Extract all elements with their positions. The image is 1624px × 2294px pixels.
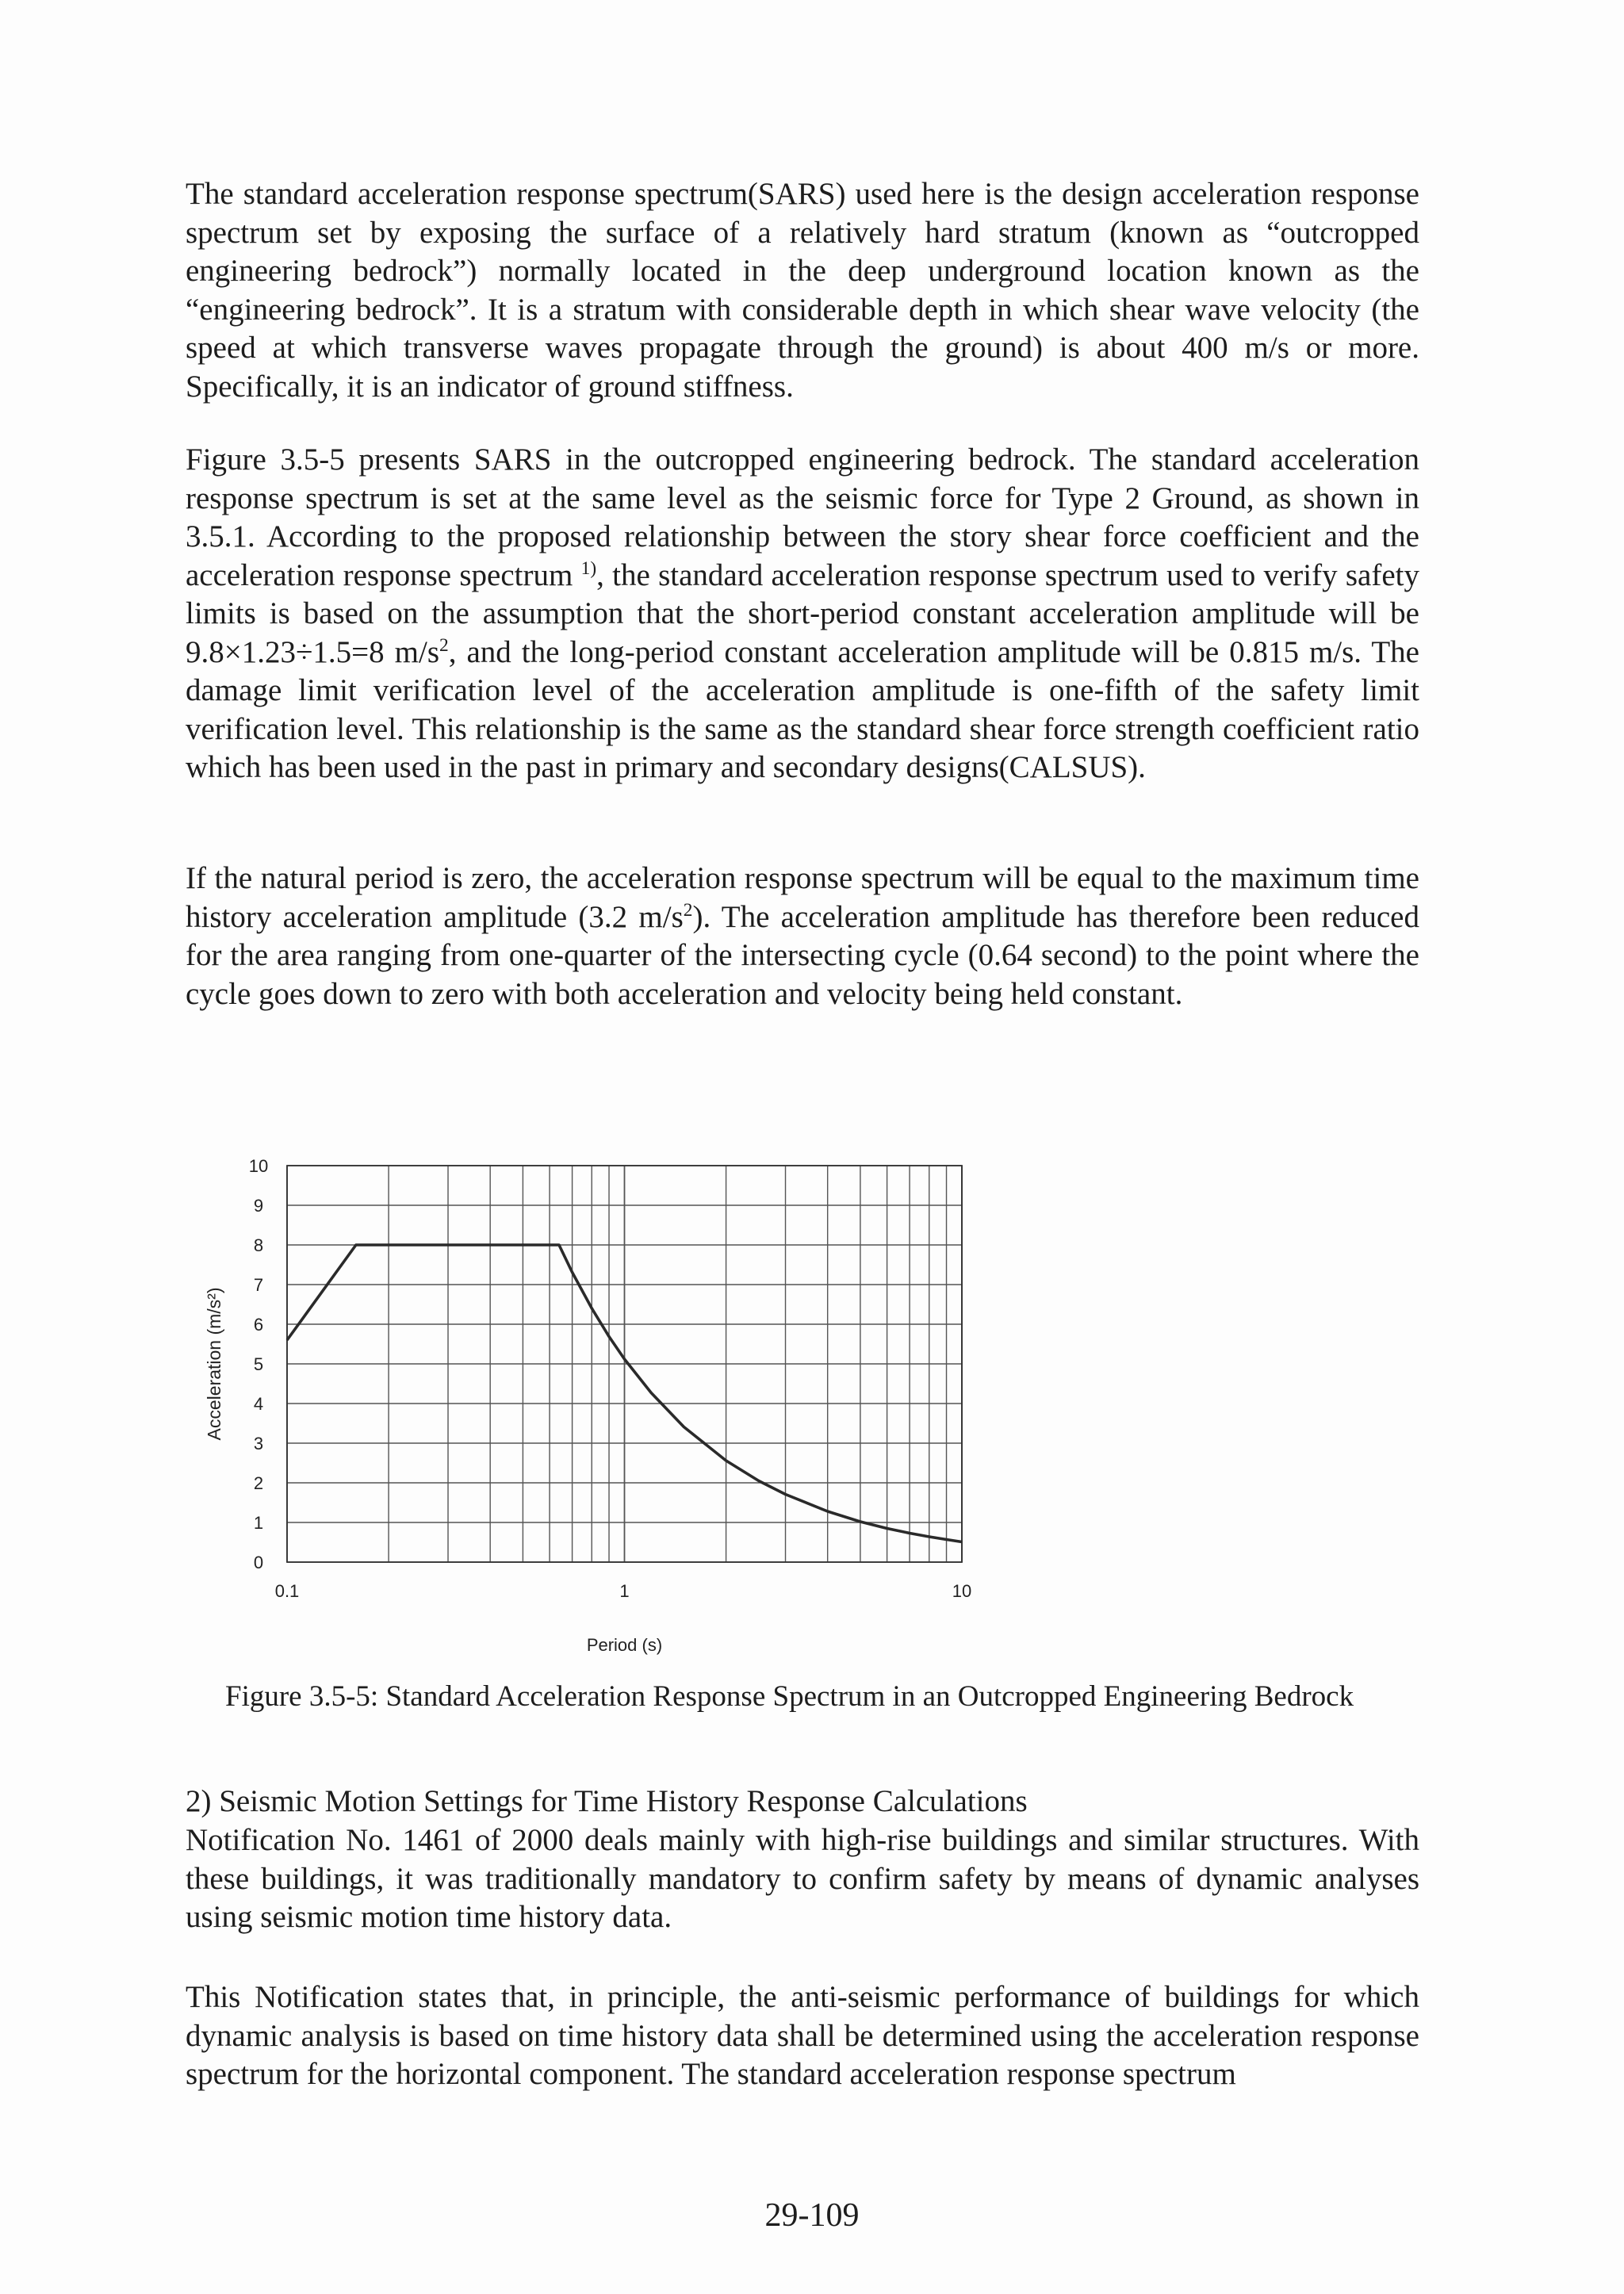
figure-caption: Figure 3.5-5: Standard Acceleration Response Spectrum in an Outcropped Engineering Bedrock bbox=[225, 1680, 1354, 1713]
paragraph-notification-1461: Notification No. 1461 of 2000 deals mainly with high-rise buildings and similar structures. With these buildings, it was traditionally mandatory to confirm safety by means of dynamic analyses using seismic motion time history data. bbox=[186, 1823, 1419, 1934]
section-heading: 2) Seismic Motion Settings for Time History Response Calculations bbox=[186, 1784, 1028, 1818]
p3-text-b: ). The acceleration amplitude has therefore been reduced for the area ranging from one-quarter of the intersecting cycle (0.64 second) to the point where the cycle goes down to zero with both acceleration and velocity being held constant. bbox=[186, 899, 1419, 1011]
paragraph-notification-principle: This Notification states that, in principle, the anti-seismic performance of buildings for which dynamic analysis is based on time history data shall be determined using the acceleration response spectrum for the horizontal component. The standard acceleration response spectrum bbox=[186, 1980, 1419, 2091]
x-tick-label: 10 bbox=[952, 1581, 972, 1601]
y-tick-label: 3 bbox=[253, 1434, 264, 1453]
y-tick-label: 8 bbox=[253, 1235, 264, 1255]
x-tick-label: 0.1 bbox=[274, 1581, 300, 1601]
y-tick-label: 9 bbox=[253, 1196, 264, 1216]
page-number: 29-109 bbox=[764, 2197, 860, 2234]
paragraph-figure-description bbox=[186, 441, 1419, 787]
y-tick-label: 2 bbox=[253, 1473, 264, 1493]
p2-text-b: , the standard acceleration response spectrum used to verify safety limits is based on the assumption that the short-period constant acceleration amplitude will be 9.8×1.23÷1.5=8 m/s bbox=[186, 557, 1419, 669]
response-spectrum-chart bbox=[198, 1142, 991, 1657]
y-tick-label: 5 bbox=[253, 1354, 264, 1374]
y-tick-label: 0 bbox=[253, 1553, 264, 1572]
footnote-reference: 1) bbox=[580, 557, 597, 579]
response-spectrum-figure bbox=[198, 1142, 991, 1657]
superscript-2: 2 bbox=[683, 899, 693, 921]
paragraph-natural-period bbox=[186, 860, 1419, 1013]
x-axis-label: Period (s) bbox=[586, 1635, 663, 1655]
x-tick-label: 1 bbox=[619, 1581, 630, 1601]
y-tick-label: 6 bbox=[253, 1315, 264, 1335]
y-tick-label: 4 bbox=[253, 1394, 264, 1414]
y-axis-label: Acceleration (m/s²) bbox=[204, 1287, 224, 1441]
y-tick-label: 7 bbox=[253, 1275, 264, 1295]
p2-text-a: Figure 3.5-5 presents SARS in the outcropped engineering bedrock. The standard acceleration response spectrum is set at the same level as the seismic force for Type 2 Ground, as shown in 3.5.1. According to the proposed relationship between the story shear force coefficient and the acceleration response spectrum bbox=[186, 442, 1419, 592]
p2-text-c: , and the long-period constant acceleration amplitude will be 0.815 m/s. The damage limit verification level of the acceleration amplitude is one-fifth of the safety limit verification level. This relationship is the same as the standard shear force strength coefficient ratio which has been used in the past in primary and secondary designs(CALSUS). bbox=[186, 634, 1419, 784]
y-tick-label: 10 bbox=[248, 1156, 269, 1176]
superscript-2: 2 bbox=[439, 634, 449, 656]
p3-text-a: If the natural period is zero, the acceleration response spectrum will be equal to the maximum time history acceleration amplitude (3.2 m/s bbox=[186, 861, 1419, 934]
paragraph-sars-definition: The standard acceleration response spectrum(SARS) used here is the design acceleration response spectrum set by exposing the surface of a relatively hard stratum (known as “outcropped engineering bedrock”) normally located in the deep underground location known as the “engineering bedrock”. It is a stratum with considerable depth in which shear wave velocity (the speed at which transverse waves propagate through the ground) is about 400 m/s or more. Specifically, it is an indicator of ground stiffness. bbox=[186, 177, 1419, 404]
y-tick-label: 1 bbox=[253, 1513, 264, 1533]
